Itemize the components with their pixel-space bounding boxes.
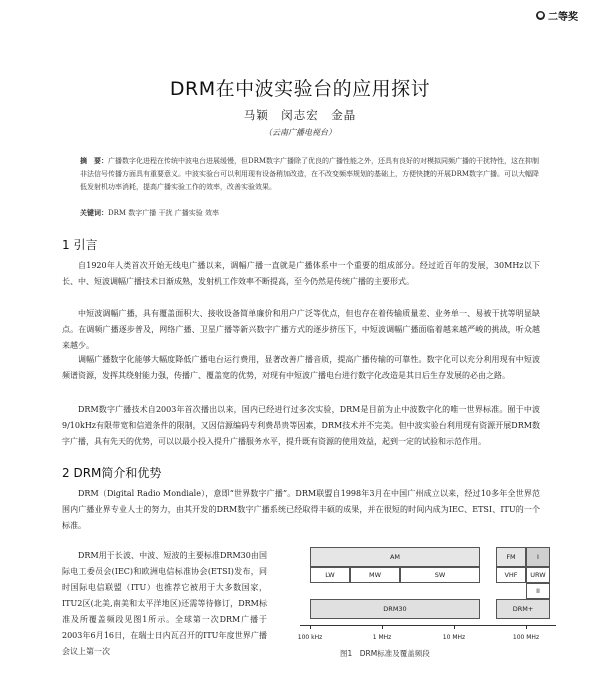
band-fm: FM (496, 547, 526, 567)
figure-1-caption: 图1 DRM标准及覆盖频段 (340, 649, 430, 658)
axis-tick-label: 100 kHz (297, 634, 323, 641)
band-drm30: DRM30 (310, 599, 480, 619)
section-2-paragraph-column: DRM用于长波、中波、短波的主要标准DRM30由国际电工委员会(IEC)和欧洲电信标准协会(ETSI)发布，同时国际电信联盟（ITU）也推荐它被用于大多数国家，ITU2区(北美,南美和太平洋地区)还需等待修订，DRM标准及所覆盖频段见图1所示。全球第一次DRM广播于2003年6月16日，在瑞士日内瓦召开的ITU年度世界广播会议上第一次 (62, 551, 267, 656)
axis-tick-label: 100 MHz (512, 634, 540, 641)
band-lw: LW (310, 567, 350, 583)
section-2-heading: 2 DRM简介和优势 (62, 466, 162, 480)
abstract (80, 155, 540, 194)
axis-tick (310, 625, 311, 629)
article-affiliation: （云南广播电视台） (264, 128, 336, 137)
keywords (80, 208, 540, 218)
article-title: DRM在中波实验台的应用探讨 (169, 78, 431, 100)
section-1-paragraph: 中短波调幅广播，具有覆盖面积大、接收设备简单廉价和用户广泛等优点，但也存在着传输质量差、业务单一、易被干扰等明显缺点。在调频广播逐步普及，网络广播、卫星广播等新兴数字广播方式的逐步挤压下，中短波调幅广播面临着越来越严峻的挑战，听众越来越少。 (62, 309, 540, 350)
keywords-text: DRM 数字广播 干扰 广播实验 效率 (108, 209, 219, 217)
article-authors: 马颖 闵志宏 金晶 (243, 108, 357, 122)
abstract-text: 广播数字化进程在传统中波电台进展缓慢，但DRM数字广播除了优良的广播性能之外，还具有良好的对模拟同频广播的干扰特性，这在抑制非法信号传播方面具有重要意义。中波实验台可以利用现有设备稍加改造，在不改变频率规划的基础上，方便快捷的开展DRM数字广播。可以大幅降低发射机功率消耗，提高广播实验工作的效率，改善实验效果。 (80, 157, 540, 191)
circle-bullet-icon: ● (537, 11, 544, 19)
award-tag (536, 8, 578, 23)
band-vhf: VHF (496, 567, 526, 583)
figure-1-band-diagram (290, 541, 556, 643)
axis-tick-label: 1 MHz (372, 634, 392, 641)
band-i: I (526, 547, 550, 567)
section-1-paragraph: DRM数字广播技术自2003年首次播出以来，国内已经进行过多次实验，DRM是目前为止中波数字化的唯一世界标准。囿于中波9/10kHz有限带宽和信道条件的限制，又因信源编码专利费昂贵等因素，DRM技术并不完美。但中波实验台利用现有资源开展DRM数字广播，具有先天的优势，可以以最小投入提升广播服务水平，提升既有资源的使用效益，起到一定的试验和示范作用。 (62, 405, 540, 446)
section-2-paragraph: DRM（Digital Radio Mondiale），意即“世界数字广播”。DRM联盟自1998年3月在中国广州成立以来，经过10多年全世界范围内广播业界专业人士的努力，由其开发的DRM数字广播系统已经取得丰硕的成果，并在很短的时间内成为IEC、ETSI、ITU的一个标准。 (62, 489, 540, 530)
frequency-axis (300, 625, 556, 626)
axis-tick (454, 625, 455, 629)
section-1-paragraph: 调幅广播数字化能够大幅度降低广播电台运行费用，显著改善广播音质，提高广播传输的可靠性。数字化可以充分利用现有中短波频谱资源，发挥其绕射能力强，传播广、覆盖宽的优势，对现有中短波广播电台进行数字化改造是其日后生存发展的必由之路。 (62, 355, 540, 380)
section-1-heading: 1 引言 (62, 238, 98, 252)
axis-tick (382, 625, 383, 629)
band-urw: URW (526, 567, 550, 583)
abstract-label: 摘 要： (80, 157, 108, 165)
band-mw: MW (350, 567, 400, 583)
band-sw: SW (400, 567, 480, 583)
axis-tick-label: 10 MHz (442, 634, 466, 641)
band-drm-plus: DRM+ (496, 599, 550, 619)
band-am: AM (310, 547, 480, 567)
band-ii: II (526, 583, 550, 599)
award-label: 二等奖 (548, 12, 578, 23)
keywords-label: 关键词： (80, 208, 108, 217)
section-1-paragraph: 自1920年人类首次开始无线电广播以来，调幅广播一直就是广播体系中一个重要的组成部分。经过近百年的发展，30MHz以下长、中、短波调幅广播技术日渐成熟，发射机工作效率不断提高，至今仍然是传统广播的主要形式。 (62, 261, 540, 286)
axis-tick (526, 625, 527, 629)
